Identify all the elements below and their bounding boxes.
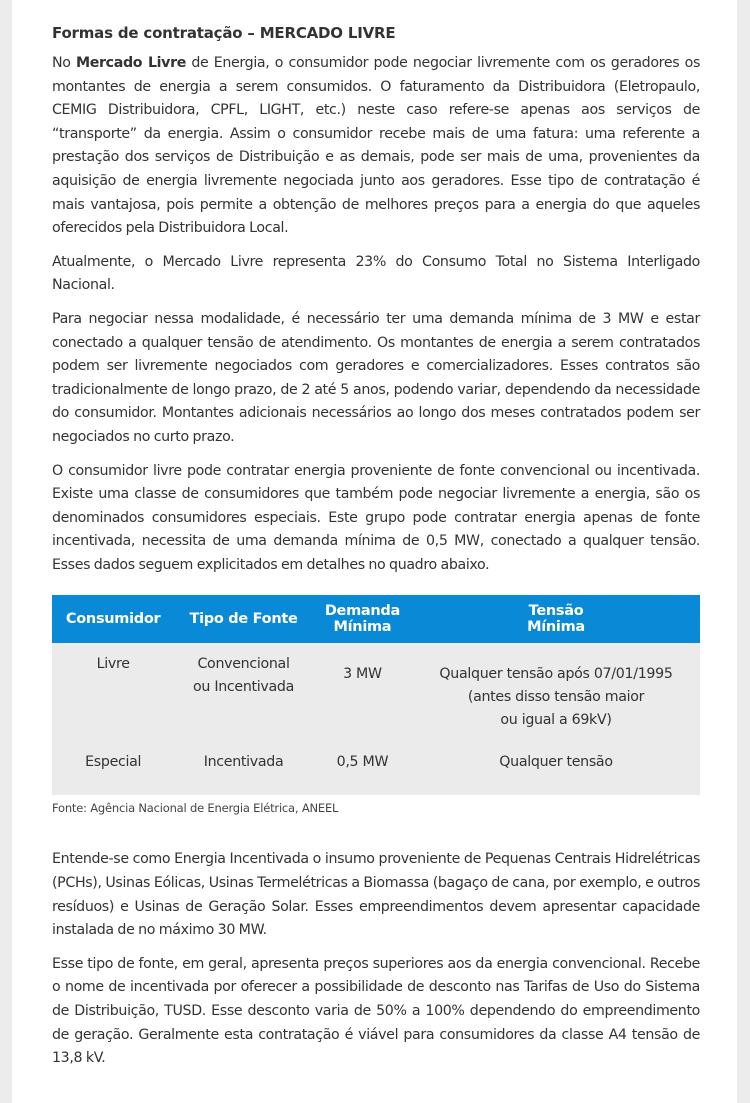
header-text: Mínima <box>527 619 585 636</box>
header-text: Tensão <box>528 603 584 620</box>
header-text: Consumidor <box>65 611 161 628</box>
text: No <box>52 55 76 71</box>
cell-tensao: Qualquer tensão <box>499 754 613 771</box>
paragraph-consumer-types: O consumidor livre pode contratar energia proveniente de fonte convencional ou incentivada. Existe uma classe de consumidores que também pode negociar livremente a energia, são os denominados consumidores especiais. Este grupo pode contratar energia apenas de fonte incentivada, necessita de uma demanda mínima de 0,5 MW, conectado a qualquer tensão. Esses dados seguem explicitados em detalhes no quadro abaixo. <box>52 462 700 573</box>
cell-tensao <box>412 643 700 743</box>
page <box>12 0 737 1103</box>
cell-text: Qualquer tensão após 07/01/1995 <box>439 666 673 683</box>
cell-tipo-fonte: Incentivada <box>203 754 284 771</box>
cell-text: ou igual a 69kV) <box>500 712 612 729</box>
header-tensao-minima <box>412 595 700 643</box>
paragraph-mercado-livre <box>52 52 700 241</box>
cell-consumidor: Livre <box>96 656 130 673</box>
header-text: Mínima <box>333 619 392 636</box>
cell-demanda: 0,5 MW <box>336 754 389 771</box>
table-source: Fonte: Agência Nacional de Energia Elétrica, ANEEL <box>52 801 339 816</box>
header-tipo-fonte <box>174 595 312 643</box>
cell-consumidor: Especial <box>85 754 142 771</box>
header-demanda-minima <box>313 595 412 643</box>
article-content <box>52 24 700 1081</box>
cell-text: (antes disso tensão maior <box>467 689 645 706</box>
section-heading: Formas de contratação – MERCADO LIVRE <box>52 24 396 42</box>
header-text: Tipo de Fonte <box>189 611 298 628</box>
cell-text: Convencional <box>197 656 290 673</box>
consumer-table <box>52 595 700 795</box>
cell-tipo-fonte <box>174 643 312 743</box>
header-consumidor <box>52 595 174 643</box>
paragraph-incentivized-energy: Entende-se como Energia Incentivada o insumo proveniente de Pequenas Centrais Hidrelétricas (PCHs), Usinas Eólicas, Usinas Termelétricas a Biomassa (bagaço de cana, por exemplo, e outros resíduos) e Usinas de Geração Solar. Esses empreendimentos devem apresentar capacidade instalada de no máximo 30 MW. <box>52 851 700 939</box>
paragraph-market-share: Atualmente, o Mercado Livre representa 23% do Consumo Total no Sistema Interligado Nacional. <box>52 253 700 294</box>
header-text: Demanda <box>324 603 400 620</box>
paragraph-requirements: Para negociar nessa modalidade, é necessário ter uma demanda mínima de 3 MW e estar conectado a qualquer tensão de atendimento. Os montantes de energia a serem contratados podem ser livremente negociados com geradores e comercializadores. Esses contratos são tradicionalmente de longo prazo, de 2 até 5 anos, podendo variar, dependendo da necessidade do consumidor. Montantes adicionais necessários ao longo dos meses contratados podem ser negociados no curto prazo. <box>52 310 700 445</box>
cell-demanda: 3 MW <box>343 666 382 683</box>
table-row <box>52 643 700 743</box>
cell-text: ou Incentivada <box>193 679 295 696</box>
text: de Energia, o consumidor pode negociar livremente com os geradores os montantes de energia a serem consumidos. O faturamento da Distribuidora (Eletropaulo, CEMIG Distribuidora, CPFL, LIGHT, etc.) neste caso refere-se apenas aos serviços de “transporte” da energia. Assim o consumidor recebe mais de uma fatura: uma referente a prestação dos serviços de Distribuição e as demais, pode ser mais de uma, provenientes da aquisição de energia livremente negociada junto aos geradores. Esse tipo de contratação é mais vantajosa, pois permite a obtenção de melhores preços para a energia do que aqueles oferecidos pela Distribuidora Local. <box>52 55 700 237</box>
bold-term-mercado-livre: Mercado Livre <box>75 55 186 71</box>
table-header-row <box>52 595 700 643</box>
paragraph-pricing: Esse tipo de fonte, em geral, apresenta preços superiores aos da energia convencional. Recebe o nome de incentivada por oferecer a possibilidade de desconto nas Tarifas de Uso do Sistema de Distribuição, TUSD. Esse desconto varia de 50% a 100% dependendo do empreendimento de geração. Geralmente esta contratação é viável para consumidores da classe A4 tensão de 13,8 kV. <box>52 955 700 1067</box>
table-row <box>52 743 700 795</box>
